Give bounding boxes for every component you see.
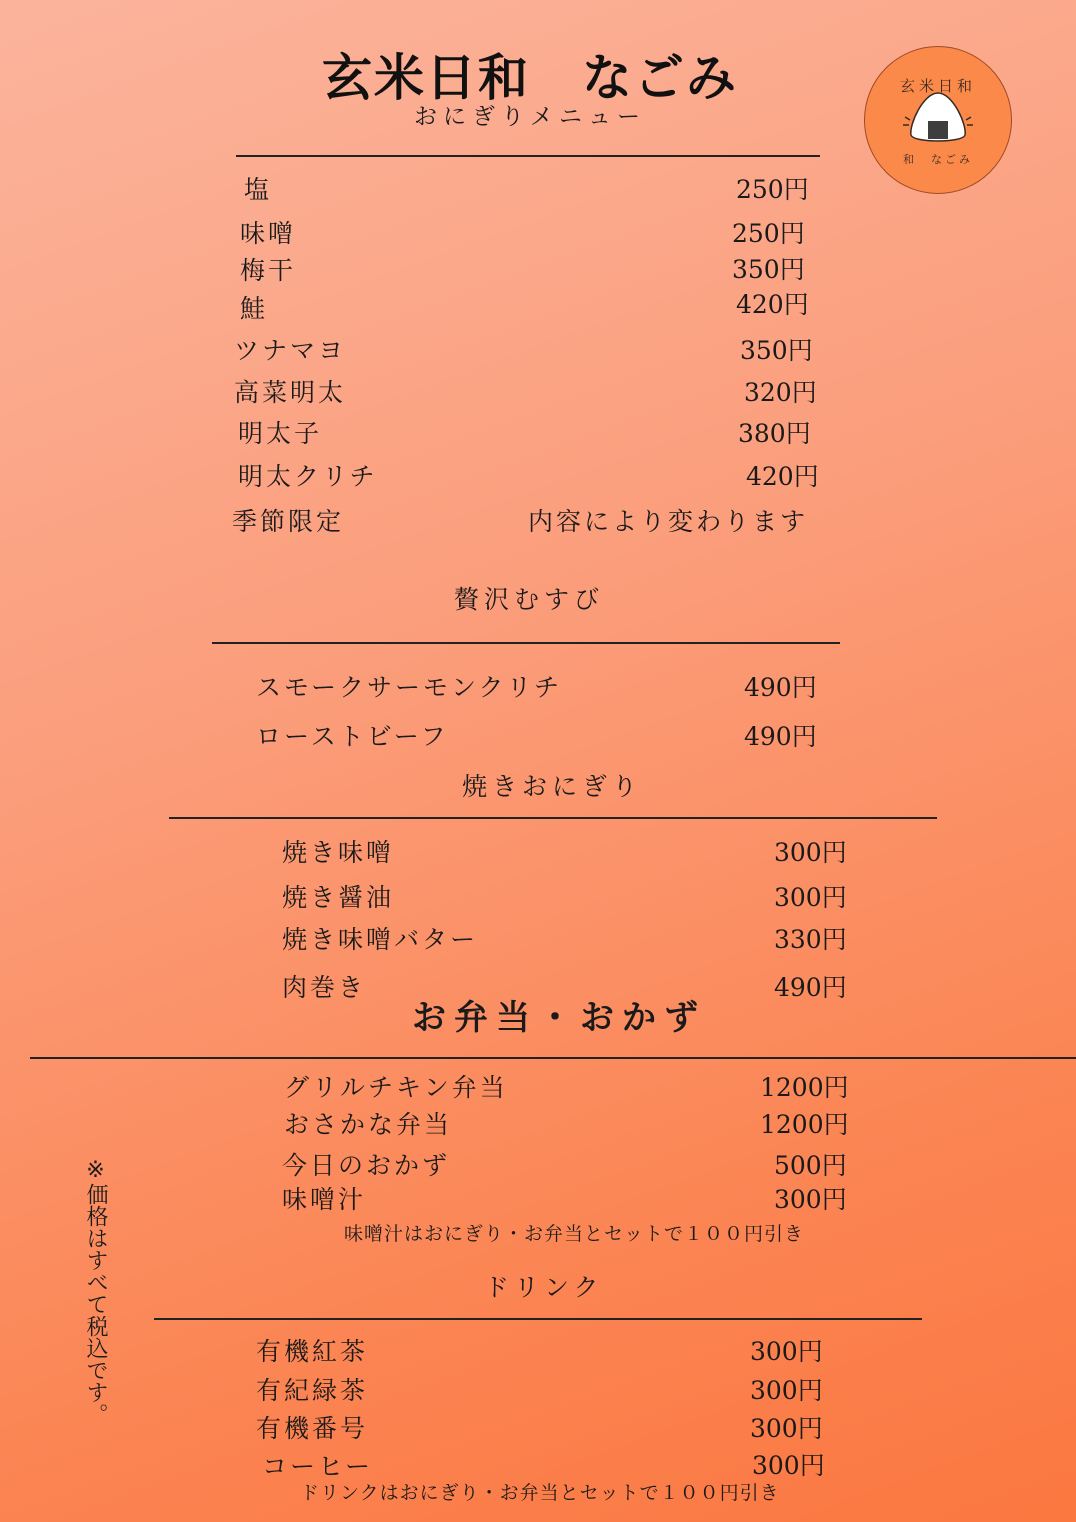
onigiri-divider bbox=[236, 155, 820, 157]
drinks-divider bbox=[154, 1318, 922, 1320]
logo-bottom-text: 和 なごみ bbox=[903, 153, 973, 166]
menu-item-name: 梅干 bbox=[240, 256, 297, 285]
section-title-drinks: ドリンク bbox=[484, 1273, 604, 1302]
menu-item-price: 250円 bbox=[736, 175, 809, 204]
menu-item-name: 明太子 bbox=[238, 419, 323, 448]
menu-item-price: 490円 bbox=[744, 673, 817, 702]
menu-item-price: 420円 bbox=[736, 290, 809, 319]
section-title-luxury: 贅沢むすび bbox=[454, 585, 605, 614]
menu-item-name: 肉巻き bbox=[282, 973, 367, 1002]
menu-item-price: 300円 bbox=[750, 1376, 823, 1405]
menu-item-name: 今日のおかず bbox=[282, 1151, 451, 1180]
menu-item-price: 300円 bbox=[774, 838, 847, 867]
menu-item-name: 有機番号 bbox=[256, 1414, 369, 1443]
menu-item-price: 490円 bbox=[744, 722, 817, 751]
menu-item-name: 明太クリチ bbox=[238, 462, 378, 491]
menu-item-price: 420円 bbox=[746, 462, 819, 491]
menu-item-name: 鮭 bbox=[240, 294, 269, 323]
menu-item-price: 300円 bbox=[750, 1337, 823, 1366]
menu-item-name: 有紀緑茶 bbox=[256, 1376, 369, 1405]
menu-item-name: 焼き醤油 bbox=[282, 883, 395, 912]
grilled-divider bbox=[169, 817, 937, 819]
menu-item-name: グリルチキン弁当 bbox=[284, 1073, 508, 1102]
menu-item-price: 330円 bbox=[774, 925, 847, 954]
section-title-grilled: 焼きおにぎり bbox=[462, 772, 643, 801]
logo-top-text: 玄米日和 bbox=[899, 77, 976, 95]
menu-item-price: 320円 bbox=[744, 378, 817, 407]
menu-item-price: 300円 bbox=[774, 883, 847, 912]
menu-item-name: 高菜明太 bbox=[234, 378, 347, 407]
menu-item-name: 塩 bbox=[244, 175, 273, 204]
menu-item-name: スモークサーモンクリチ bbox=[256, 673, 563, 702]
bento-note: 味噌汁はおにぎり・お弁当とセットで１００円引き bbox=[344, 1223, 805, 1245]
menu-item-name: 焼き味噌バター bbox=[282, 925, 479, 954]
menu-item-price: 500円 bbox=[774, 1151, 847, 1180]
shop-logo bbox=[864, 46, 1012, 194]
bento-divider bbox=[30, 1057, 1076, 1059]
onigiri-icon bbox=[865, 47, 1011, 193]
menu-item-name: ツナマヨ bbox=[234, 336, 347, 365]
menu-item-price: 1200円 bbox=[760, 1110, 849, 1139]
menu-item-price: 300円 bbox=[752, 1451, 825, 1480]
menu-item-price: 300円 bbox=[774, 1185, 847, 1214]
tax-note: ※価格はすべて税込です。 bbox=[83, 1158, 108, 1425]
menu-item-price: 内容により変わります bbox=[528, 507, 809, 536]
menu-item-name: 有機紅茶 bbox=[256, 1337, 369, 1366]
section-title-bento: お弁当・おかず bbox=[412, 998, 706, 1038]
menu-item-price: 350円 bbox=[732, 255, 805, 284]
page-title: 玄米日和 なごみ bbox=[322, 49, 738, 107]
menu-item-name: 季節限定 bbox=[232, 507, 345, 536]
page-subtitle: おにぎりメニュー bbox=[414, 104, 646, 130]
menu-item-price: 380円 bbox=[738, 419, 811, 448]
menu-item-price: 250円 bbox=[732, 219, 805, 248]
menu-item-name: ローストビーフ bbox=[256, 722, 449, 751]
menu-item-price: 1200円 bbox=[760, 1073, 849, 1102]
luxury-divider bbox=[212, 642, 840, 644]
menu-item-name: おさかな弁当 bbox=[284, 1110, 453, 1139]
drinks-note: ドリンクはおにぎり・お弁当とセットで１００円引き bbox=[300, 1482, 780, 1504]
menu-item-name: 味噌 bbox=[240, 219, 297, 248]
menu-item-price: 350円 bbox=[740, 336, 813, 365]
menu-item-price: 490円 bbox=[774, 973, 847, 1002]
menu-item-name: 焼き味噌 bbox=[282, 838, 395, 867]
menu-item-price: 300円 bbox=[750, 1414, 823, 1443]
menu-item-name: コーヒー bbox=[262, 1452, 374, 1481]
menu-item-name: 味噌汁 bbox=[282, 1185, 367, 1214]
